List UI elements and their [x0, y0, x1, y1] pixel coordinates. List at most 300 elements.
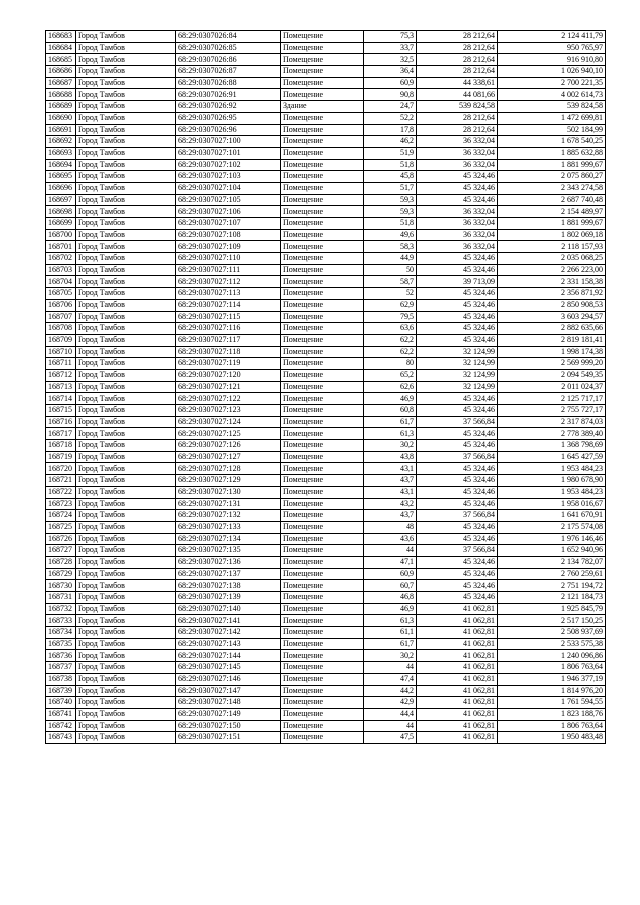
locality-cell: Город Тамбов [76, 218, 176, 230]
cadastral-number-cell: 68:29:0307027:143 [176, 638, 281, 650]
locality-cell: Город Тамбов [76, 475, 176, 487]
object-type-cell: Помещение [281, 54, 364, 66]
row-number-cell: 168724 [46, 510, 76, 522]
area-cell: 51,8 [364, 218, 417, 230]
specific-value-cell: 45 324,46 [417, 533, 498, 545]
object-type-cell: Помещение [281, 556, 364, 568]
specific-value-cell: 45 324,46 [417, 580, 498, 592]
object-type-cell: Помещение [281, 171, 364, 183]
cadastral-value-cell: 1 881 999,67 [498, 218, 606, 230]
cadastral-value-cell: 1 946 377,19 [498, 673, 606, 685]
object-type-cell: Помещение [281, 299, 364, 311]
area-cell: 63,6 [364, 323, 417, 335]
table-row [46, 101, 606, 113]
cadastral-value-table [45, 30, 606, 744]
table-row [46, 580, 606, 592]
row-number-cell: 168704 [46, 276, 76, 288]
object-type-cell: Помещение [281, 229, 364, 241]
cadastral-number-cell: 68:29:0307027:107 [176, 218, 281, 230]
object-type-cell: Помещение [281, 568, 364, 580]
specific-value-cell: 41 062,81 [417, 673, 498, 685]
table-row [46, 171, 606, 183]
row-number-cell: 168743 [46, 732, 76, 744]
cadastral-number-cell: 68:29:0307027:149 [176, 708, 281, 720]
specific-value-cell: 539 824,58 [417, 101, 498, 113]
specific-value-cell: 28 212,64 [417, 42, 498, 54]
table-body [46, 31, 606, 744]
area-cell: 43,7 [364, 510, 417, 522]
area-cell: 61,3 [364, 428, 417, 440]
area-cell: 60,9 [364, 77, 417, 89]
cadastral-number-cell: 68:29:0307027:111 [176, 264, 281, 276]
cadastral-number-cell: 68:29:0307026:95 [176, 112, 281, 124]
table-row [46, 112, 606, 124]
object-type-cell: Помещение [281, 136, 364, 148]
area-cell: 61,1 [364, 627, 417, 639]
specific-value-cell: 36 332,04 [417, 206, 498, 218]
table-row [46, 381, 606, 393]
locality-cell: Город Тамбов [76, 288, 176, 300]
table-row [46, 54, 606, 66]
area-cell: 33,7 [364, 42, 417, 54]
area-cell: 51,9 [364, 147, 417, 159]
specific-value-cell: 28 212,64 [417, 31, 498, 43]
cadastral-value-cell: 2 517 150,25 [498, 615, 606, 627]
object-type-cell: Помещение [281, 381, 364, 393]
locality-cell: Город Тамбов [76, 638, 176, 650]
cadastral-value-cell: 2 755 727,17 [498, 405, 606, 417]
locality-cell: Город Тамбов [76, 229, 176, 241]
cadastral-value-cell: 2 134 782,07 [498, 556, 606, 568]
row-number-cell: 168739 [46, 685, 76, 697]
cadastral-number-cell: 68:29:0307027:117 [176, 334, 281, 346]
cadastral-number-cell: 68:29:0307026:87 [176, 66, 281, 78]
locality-cell: Город Тамбов [76, 334, 176, 346]
cadastral-value-cell: 2 121 184,73 [498, 592, 606, 604]
row-number-cell: 168705 [46, 288, 76, 300]
row-number-cell: 168689 [46, 101, 76, 113]
area-cell: 47,5 [364, 732, 417, 744]
cadastral-value-cell: 2 075 860,27 [498, 171, 606, 183]
object-type-cell: Помещение [281, 358, 364, 370]
row-number-cell: 168699 [46, 218, 76, 230]
table-row [46, 42, 606, 54]
object-type-cell: Помещение [281, 147, 364, 159]
specific-value-cell: 45 324,46 [417, 334, 498, 346]
row-number-cell: 168736 [46, 650, 76, 662]
cadastral-value-cell: 1 885 632,88 [498, 147, 606, 159]
table-row [46, 241, 606, 253]
row-number-cell: 168715 [46, 405, 76, 417]
locality-cell: Город Тамбов [76, 369, 176, 381]
cadastral-value-cell: 1 806 763,64 [498, 720, 606, 732]
area-cell: 59,3 [364, 194, 417, 206]
specific-value-cell: 28 212,64 [417, 54, 498, 66]
cadastral-number-cell: 68:29:0307027:116 [176, 323, 281, 335]
table-row [46, 182, 606, 194]
table-row [46, 568, 606, 580]
area-cell: 36,4 [364, 66, 417, 78]
cadastral-value-cell: 2 175 574,08 [498, 521, 606, 533]
object-type-cell: Помещение [281, 218, 364, 230]
cadastral-value-cell: 1 802 069,18 [498, 229, 606, 241]
object-type-cell: Помещение [281, 533, 364, 545]
object-type-cell: Помещение [281, 323, 364, 335]
table-row [46, 440, 606, 452]
cadastral-value-cell: 1 806 763,64 [498, 662, 606, 674]
table-row [46, 650, 606, 662]
object-type-cell: Помещение [281, 311, 364, 323]
object-type-cell: Помещение [281, 440, 364, 452]
table-row [46, 393, 606, 405]
cadastral-number-cell: 68:29:0307027:128 [176, 463, 281, 475]
area-cell: 24,7 [364, 101, 417, 113]
locality-cell: Город Тамбов [76, 440, 176, 452]
table-row [46, 627, 606, 639]
specific-value-cell: 32 124,99 [417, 381, 498, 393]
object-type-cell: Помещение [281, 521, 364, 533]
cadastral-value-cell: 1 925 845,79 [498, 603, 606, 615]
row-number-cell: 168721 [46, 475, 76, 487]
specific-value-cell: 41 062,81 [417, 708, 498, 720]
row-number-cell: 168738 [46, 673, 76, 685]
table-row [46, 475, 606, 487]
cadastral-number-cell: 68:29:0307027:115 [176, 311, 281, 323]
table-row [46, 66, 606, 78]
locality-cell: Город Тамбов [76, 147, 176, 159]
row-number-cell: 168684 [46, 42, 76, 54]
row-number-cell: 168711 [46, 358, 76, 370]
row-number-cell: 168695 [46, 171, 76, 183]
area-cell: 61,3 [364, 615, 417, 627]
table-row [46, 323, 606, 335]
cadastral-value-cell: 1 958 016,67 [498, 498, 606, 510]
object-type-cell: Помещение [281, 498, 364, 510]
table-row [46, 369, 606, 381]
row-number-cell: 168694 [46, 159, 76, 171]
table-row [46, 334, 606, 346]
cadastral-number-cell: 68:29:0307027:126 [176, 440, 281, 452]
locality-cell: Город Тамбов [76, 627, 176, 639]
row-number-cell: 168712 [46, 369, 76, 381]
cadastral-number-cell: 68:29:0307027:110 [176, 253, 281, 265]
object-type-cell: Помещение [281, 416, 364, 428]
locality-cell: Город Тамбов [76, 42, 176, 54]
row-number-cell: 168709 [46, 334, 76, 346]
locality-cell: Город Тамбов [76, 498, 176, 510]
specific-value-cell: 45 324,46 [417, 463, 498, 475]
row-number-cell: 168683 [46, 31, 76, 43]
area-cell: 44 [364, 662, 417, 674]
specific-value-cell: 41 062,81 [417, 697, 498, 709]
table-row [46, 299, 606, 311]
locality-cell: Город Тамбов [76, 521, 176, 533]
cadastral-number-cell: 68:29:0307027:151 [176, 732, 281, 744]
cadastral-value-cell: 2 687 740,48 [498, 194, 606, 206]
row-number-cell: 168691 [46, 124, 76, 136]
specific-value-cell: 45 324,46 [417, 323, 498, 335]
cadastral-value-cell: 2 124 411,79 [498, 31, 606, 43]
specific-value-cell: 45 324,46 [417, 194, 498, 206]
cadastral-number-cell: 68:29:0307027:131 [176, 498, 281, 510]
locality-cell: Город Тамбов [76, 603, 176, 615]
row-number-cell: 168730 [46, 580, 76, 592]
area-cell: 43,8 [364, 451, 417, 463]
row-number-cell: 168728 [46, 556, 76, 568]
row-number-cell: 168706 [46, 299, 76, 311]
cadastral-value-cell: 1 472 699,81 [498, 112, 606, 124]
area-cell: 60,9 [364, 568, 417, 580]
row-number-cell: 168713 [46, 381, 76, 393]
area-cell: 46,8 [364, 592, 417, 604]
table-row [46, 206, 606, 218]
table-row [46, 311, 606, 323]
row-number-cell: 168696 [46, 182, 76, 194]
table-row [46, 533, 606, 545]
area-cell: 90,8 [364, 89, 417, 101]
specific-value-cell: 36 332,04 [417, 241, 498, 253]
locality-cell: Город Тамбов [76, 697, 176, 709]
object-type-cell: Помещение [281, 720, 364, 732]
cadastral-value-cell: 2 343 274,58 [498, 182, 606, 194]
area-cell: 60,7 [364, 580, 417, 592]
specific-value-cell: 39 713,09 [417, 276, 498, 288]
locality-cell: Город Тамбов [76, 276, 176, 288]
table-row [46, 510, 606, 522]
specific-value-cell: 45 324,46 [417, 405, 498, 417]
area-cell: 58,3 [364, 241, 417, 253]
cadastral-number-cell: 68:29:0307027:144 [176, 650, 281, 662]
area-cell: 44,4 [364, 708, 417, 720]
specific-value-cell: 36 332,04 [417, 159, 498, 171]
row-number-cell: 168720 [46, 463, 76, 475]
cadastral-value-cell: 1 240 096,86 [498, 650, 606, 662]
cadastral-value-cell: 502 184,99 [498, 124, 606, 136]
object-type-cell: Помещение [281, 463, 364, 475]
locality-cell: Город Тамбов [76, 182, 176, 194]
row-number-cell: 168742 [46, 720, 76, 732]
specific-value-cell: 45 324,46 [417, 521, 498, 533]
locality-cell: Город Тамбов [76, 463, 176, 475]
cadastral-value-cell: 2 508 937,69 [498, 627, 606, 639]
row-number-cell: 168687 [46, 77, 76, 89]
specific-value-cell: 45 324,46 [417, 182, 498, 194]
cadastral-value-cell: 2 700 221,35 [498, 77, 606, 89]
area-cell: 62,6 [364, 381, 417, 393]
object-type-cell: Помещение [281, 334, 364, 346]
cadastral-value-cell: 2 356 871,92 [498, 288, 606, 300]
object-type-cell: Помещение [281, 697, 364, 709]
locality-cell: Город Тамбов [76, 486, 176, 498]
object-type-cell: Помещение [281, 486, 364, 498]
table-row [46, 276, 606, 288]
object-type-cell: Помещение [281, 393, 364, 405]
table-row [46, 253, 606, 265]
row-number-cell: 168732 [46, 603, 76, 615]
specific-value-cell: 45 324,46 [417, 299, 498, 311]
table-row [46, 720, 606, 732]
cadastral-number-cell: 68:29:0307027:136 [176, 556, 281, 568]
cadastral-number-cell: 68:29:0307027:118 [176, 346, 281, 358]
cadastral-number-cell: 68:29:0307027:138 [176, 580, 281, 592]
object-type-cell: Помещение [281, 405, 364, 417]
locality-cell: Город Тамбов [76, 311, 176, 323]
specific-value-cell: 45 324,46 [417, 592, 498, 604]
locality-cell: Город Тамбов [76, 568, 176, 580]
table-row [46, 31, 606, 43]
cadastral-value-cell: 2 094 549,35 [498, 369, 606, 381]
specific-value-cell: 37 566,84 [417, 451, 498, 463]
locality-cell: Город Тамбов [76, 708, 176, 720]
locality-cell: Город Тамбов [76, 732, 176, 744]
specific-value-cell: 41 062,81 [417, 615, 498, 627]
locality-cell: Город Тамбов [76, 405, 176, 417]
table-row [46, 732, 606, 744]
locality-cell: Город Тамбов [76, 358, 176, 370]
table-row [46, 615, 606, 627]
specific-value-cell: 41 062,81 [417, 603, 498, 615]
specific-value-cell: 45 324,46 [417, 475, 498, 487]
row-number-cell: 168740 [46, 697, 76, 709]
locality-cell: Город Тамбов [76, 112, 176, 124]
row-number-cell: 168735 [46, 638, 76, 650]
object-type-cell: Помещение [281, 288, 364, 300]
area-cell: 17,8 [364, 124, 417, 136]
object-type-cell: Помещение [281, 603, 364, 615]
area-cell: 75,3 [364, 31, 417, 43]
specific-value-cell: 37 566,84 [417, 545, 498, 557]
locality-cell: Город Тамбов [76, 171, 176, 183]
object-type-cell: Помещение [281, 241, 364, 253]
object-type-cell: Помещение [281, 194, 364, 206]
area-cell: 59,3 [364, 206, 417, 218]
table-row [46, 638, 606, 650]
cadastral-number-cell: 68:29:0307027:142 [176, 627, 281, 639]
locality-cell: Город Тамбов [76, 685, 176, 697]
specific-value-cell: 41 062,81 [417, 650, 498, 662]
object-type-cell: Помещение [281, 662, 364, 674]
table-row [46, 346, 606, 358]
locality-cell: Город Тамбов [76, 77, 176, 89]
locality-cell: Город Тамбов [76, 346, 176, 358]
locality-cell: Город Тамбов [76, 54, 176, 66]
locality-cell: Город Тамбов [76, 451, 176, 463]
locality-cell: Город Тамбов [76, 159, 176, 171]
specific-value-cell: 45 324,46 [417, 288, 498, 300]
cadastral-number-cell: 68:29:0307027:100 [176, 136, 281, 148]
specific-value-cell: 41 062,81 [417, 662, 498, 674]
object-type-cell: Помещение [281, 264, 364, 276]
specific-value-cell: 41 062,81 [417, 720, 498, 732]
area-cell: 61,7 [364, 416, 417, 428]
locality-cell: Город Тамбов [76, 556, 176, 568]
row-number-cell: 168717 [46, 428, 76, 440]
object-type-cell: Помещение [281, 592, 364, 604]
locality-cell: Город Тамбов [76, 416, 176, 428]
row-number-cell: 168703 [46, 264, 76, 276]
cadastral-number-cell: 68:29:0307026:92 [176, 101, 281, 113]
cadastral-value-cell: 2 778 389,40 [498, 428, 606, 440]
table-row [46, 89, 606, 101]
row-number-cell: 168685 [46, 54, 76, 66]
cadastral-number-cell: 68:29:0307027:141 [176, 615, 281, 627]
specific-value-cell: 41 062,81 [417, 638, 498, 650]
table-row [46, 416, 606, 428]
row-number-cell: 168707 [46, 311, 76, 323]
cadastral-number-cell: 68:29:0307027:125 [176, 428, 281, 440]
row-number-cell: 168693 [46, 147, 76, 159]
cadastral-value-cell: 1 953 484,23 [498, 486, 606, 498]
area-cell: 48 [364, 521, 417, 533]
table-row [46, 521, 606, 533]
row-number-cell: 168741 [46, 708, 76, 720]
table-row [46, 545, 606, 557]
table-row [46, 486, 606, 498]
table-row [46, 77, 606, 89]
object-type-cell: Помещение [281, 650, 364, 662]
specific-value-cell: 45 324,46 [417, 253, 498, 265]
cadastral-number-cell: 68:29:0307027:127 [176, 451, 281, 463]
area-cell: 47,1 [364, 556, 417, 568]
cadastral-number-cell: 68:29:0307026:84 [176, 31, 281, 43]
cadastral-value-cell: 1 998 174,38 [498, 346, 606, 358]
table-row [46, 194, 606, 206]
area-cell: 46,9 [364, 603, 417, 615]
specific-value-cell: 44 338,61 [417, 77, 498, 89]
locality-cell: Город Тамбов [76, 580, 176, 592]
object-type-cell: Помещение [281, 638, 364, 650]
cadastral-number-cell: 68:29:0307026:86 [176, 54, 281, 66]
cadastral-number-cell: 68:29:0307027:145 [176, 662, 281, 674]
area-cell: 51,7 [364, 182, 417, 194]
area-cell: 30,2 [364, 440, 417, 452]
area-cell: 42,9 [364, 697, 417, 709]
row-number-cell: 168714 [46, 393, 76, 405]
table-row [46, 124, 606, 136]
specific-value-cell: 45 324,46 [417, 428, 498, 440]
cadastral-number-cell: 68:29:0307027:134 [176, 533, 281, 545]
object-type-cell: Помещение [281, 276, 364, 288]
locality-cell: Город Тамбов [76, 545, 176, 557]
locality-cell: Город Тамбов [76, 662, 176, 674]
cadastral-number-cell: 68:29:0307027:112 [176, 276, 281, 288]
area-cell: 60,8 [364, 405, 417, 417]
specific-value-cell: 45 324,46 [417, 486, 498, 498]
object-type-cell: Помещение [281, 545, 364, 557]
cadastral-number-cell: 68:29:0307027:133 [176, 521, 281, 533]
cadastral-number-cell: 68:29:0307027:123 [176, 405, 281, 417]
row-number-cell: 168708 [46, 323, 76, 335]
area-cell: 58,7 [364, 276, 417, 288]
object-type-cell: Помещение [281, 253, 364, 265]
specific-value-cell: 36 332,04 [417, 229, 498, 241]
locality-cell: Город Тамбов [76, 299, 176, 311]
area-cell: 80 [364, 358, 417, 370]
locality-cell: Город Тамбов [76, 510, 176, 522]
area-cell: 49,6 [364, 229, 417, 241]
cadastral-value-cell: 1 814 976,20 [498, 685, 606, 697]
cadastral-value-cell: 1 976 146,46 [498, 533, 606, 545]
object-type-cell: Помещение [281, 428, 364, 440]
table-row [46, 405, 606, 417]
object-type-cell: Помещение [281, 31, 364, 43]
table-row [46, 288, 606, 300]
object-type-cell: Помещение [281, 206, 364, 218]
object-type-cell: Помещение [281, 510, 364, 522]
specific-value-cell: 28 212,64 [417, 66, 498, 78]
cadastral-value-cell: 4 002 614,73 [498, 89, 606, 101]
area-cell: 65,2 [364, 369, 417, 381]
